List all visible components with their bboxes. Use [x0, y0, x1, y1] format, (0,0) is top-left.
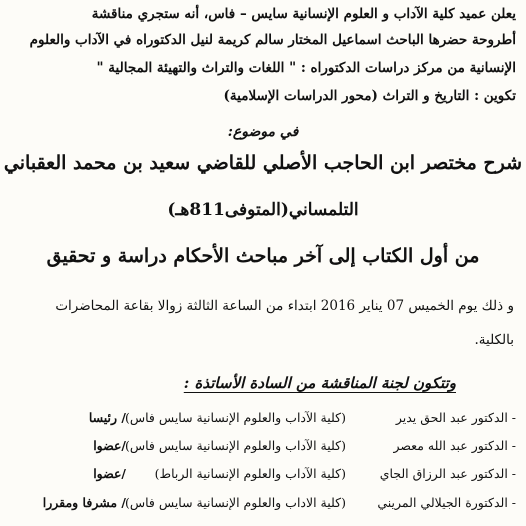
intro-line-3: الإنسانية من مركز دراسات الدكتوراه : " اللغات والتراث والتهيئة المجالية " [96, 60, 516, 76]
member-affiliation: (كلية الآداب والعلوم الإنسانية سايس فاس) [124, 438, 346, 453]
member-name: - الدكتور عبد الله معصر [393, 438, 516, 453]
thesis-title-line-2: التلمساني(المتوفى811هـ) [167, 200, 359, 220]
member-role: /عضوا [93, 438, 126, 453]
member-affiliation: (كلية الآداب والعلوم الإنسانية الرباط) [154, 466, 346, 481]
schedule-line-2: بالكلية. [474, 332, 514, 348]
schedule-line-1: و ذلك يوم الخميس 07 يناير 2016 ابتداء من الساعة الثالثة زوالا بقاعة المحاضرات [55, 298, 514, 314]
thesis-title-line-1: شرح مختصر ابن الحاجب الأصلي للقاضي سعيد بن محمد العقباني [3, 152, 523, 174]
member-role: / مشرفا ومقررا [42, 495, 126, 510]
member-role: /عضوا [93, 466, 126, 481]
member-name: - الدكتورة الجيلالي المريني [377, 495, 516, 510]
member-name: - الدكتور عبد الحق يدير [395, 410, 516, 425]
committee-member [11, 466, 516, 486]
intro-line-2: أطروحة حضرها الباحث اسماعيل المختار سالم كريمة لنيل الدكتوراه في الآداب والعلوم [29, 32, 516, 48]
member-name: - الدكتور عبد الرزاق الجاي [379, 466, 516, 481]
committee-member [11, 410, 516, 430]
committee-heading: وتتكون لجنة المناقشة من السادة الأساتذة : [183, 374, 456, 392]
member-role: / رئيسا [88, 410, 126, 425]
thesis-title-line-3: من أول الكتاب إلى آخر مباحث الأحكام دراسة و تحقيق [46, 245, 480, 267]
committee-member [11, 438, 516, 458]
intro-line-4: تكوين : التاريخ و التراث (محور الدراسات الإسلامية) [223, 88, 516, 104]
member-affiliation: (كلية الآداب والعلوم الإنسانية سايس فاس) [124, 410, 346, 425]
member-affiliation: (كلية الاداب والعلوم الإنسانية سايس فاس) [124, 495, 346, 510]
intro-line-1: يعلن عميد كلية الآداب و العلوم الإنسانية سايس – فاس، أنه ستجري مناقشة [91, 6, 516, 22]
committee-member [11, 495, 516, 515]
topic-label: في موضوع: [227, 124, 299, 140]
